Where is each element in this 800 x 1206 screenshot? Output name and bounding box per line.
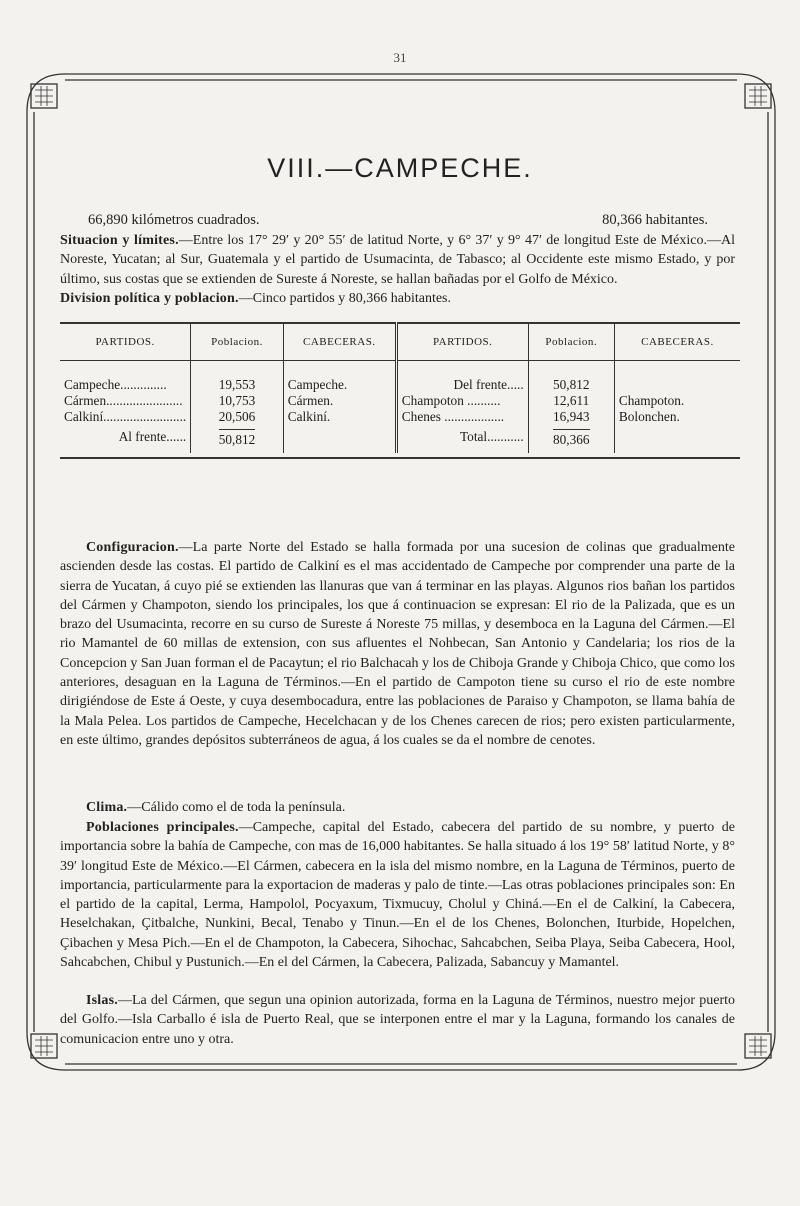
- islas-heading: Islas.: [86, 993, 118, 1008]
- situacion-text: —Entre los 17° 29′ y 20° 55′ de latitud Norte, y 6° 37′ y 9° 47′ de longitud Este de México.—Al Noreste, Yucatan; al Sur, Guatemala y el partido de Usumacinta, de Tabasco; al Occidente este mismo Estado, y por último, sus costas que se extienden de Sureste á Noreste, se hallan bañadas por el Golfo de México.: [60, 233, 735, 287]
- configuracion-paragraph: [60, 538, 735, 750]
- poblacion-cell: 19,553: [191, 377, 284, 393]
- total-right-label: Total...........: [396, 425, 528, 453]
- header-partidos: PARTIDOS.: [60, 323, 191, 361]
- header-poblacion: Poblacion.: [191, 323, 284, 361]
- division-text: —Cinco partidos y 80,366 habitantes.: [238, 291, 452, 306]
- partido-cell: Champoton ..........: [396, 393, 528, 409]
- table-row: [60, 409, 740, 425]
- poblaciones-text: —Campeche, capital del Estado, cabecera del partido de su nombre, y puerto de importancia sobre la bahía de Campeche, con mas de 16,000 habitantes. Se halla situado á los 19° 58′ latitud Norte, y 8° 39′ longitud Este de México.—El Cármen, cabecera en la isla del mismo nombre, en la Laguna de Términos, puerto de importancia, particularmente para la exportacion de maderas y palo de tinte.—Las otras poblaciones principales son: En el partido de la capital, Lerma, Hampolol, Pocyaxum, Tixmucuy, Cholul y Chiná.—En el de Calkiní, la Cabecera, Heselchakan, Çitbalche, Nunkini, Becal, Tenabo y Tinun.—En el de los Chenes, Bolonchen, Iturbide, Hopelchen, Çibachen y Mesa Pich.—En el de Champoton, la Cabecera, Sihochac, Sahcabchen, Seiba Playa, Seiba Cabecera, Hool, Sahcabchen, Chibul y Pustunich.—En el del Cármen, la Cabecera, Palizada, Sabancuy y Mamantel.: [60, 820, 735, 971]
- population-text: 80,366 habitantes.: [602, 212, 708, 228]
- table-row: [60, 377, 740, 393]
- cabecera-cell: Cármen.: [283, 393, 396, 409]
- header-partidos: PARTIDOS.: [396, 323, 528, 361]
- total-left-value: 50,812: [219, 429, 256, 448]
- situacion-heading: Situacion y límites.: [60, 233, 179, 248]
- cabecera-cell: Calkiní.: [283, 409, 396, 425]
- header-poblacion: Poblacion.: [528, 323, 614, 361]
- cabecera-cell: [614, 377, 740, 393]
- total-left-label: Al frente......: [118, 429, 187, 444]
- poblacion-cell: 50,812: [528, 377, 614, 393]
- header-cabeceras: CABECERAS.: [283, 323, 396, 361]
- partido-cell: Cármen.......................: [64, 393, 183, 408]
- configuracion-heading: Configuracion.: [86, 540, 179, 555]
- partido-cell: Del frente.....: [396, 377, 528, 393]
- islas-paragraph: [60, 991, 735, 1049]
- poblacion-cell: 16,943: [528, 409, 614, 425]
- cabecera-cell: Bolonchen.: [614, 409, 740, 425]
- header-cabeceras: CABECERAS.: [614, 323, 740, 361]
- partido-cell: Chenes ..................: [396, 409, 528, 425]
- total-right-value: 80,366: [553, 429, 590, 448]
- partido-cell: Campeche..............: [64, 377, 167, 392]
- poblacion-cell: 10,753: [191, 393, 284, 409]
- poblaciones-paragraph: [60, 818, 735, 972]
- situacion-paragraph: [60, 231, 735, 289]
- summary-line: [88, 212, 708, 229]
- clima-paragraph: [60, 798, 735, 817]
- islas-text: —La del Cármen, que segun una opinion autorizada, forma en la Laguna de Términos, nuestro mejor puerto del Golfo.—Isla Carballo é isla de Puerto Real, que se interponen entre el mar y la Laguna, formando los canales de comunicacion entre uno y otra.: [60, 993, 735, 1047]
- table-header-row: [60, 323, 740, 361]
- division-paragraph: [60, 289, 735, 308]
- cabecera-cell: Champoton.: [614, 393, 740, 409]
- configuracion-text: —La parte Norte del Estado se halla formada por una sucesion de colinas que gradualmente ascienden desde las costas. El partido de Calkiní es el mas accidentado de Campeche por comprender una parte de la sierra de Yucatan, á cuyo pié se extienden las llanuras que van á terminar en las playas. Algunos rios bañan los partidos del Cármen y Champoton, siendo los principales, los que á continuacion se expresan: El rio de la Palizada, que es un brazo del Usumacinta, recorre en su curso de Sureste á Noreste 75 millas, y desemboca en la Laguna del Cármen.—El rio Mamantel de 60 millas de extension, con sus afluentes el Nohbecan, San Antonio y Candelaria; los rios de la Concepcion y San Juan forman el de Pacaytun; el rio Balchacah y los de Chiboja Grande y Chiboja Chico, que como los anteriores, desaguan en la Laguna de Términos.—En el partido de Campoton tiene su curso el rio de este nombre dirigiéndose de Este á Oeste, y cuya desembocadura, entre las poblaciones de Paraiso y Champoton, se llama bahía de la Mala Pelea. Los partidos de Campeche, Hecelchacan y de los Chenes carecen de rios; pero existen particularmente, en este último, grandes depósitos subterráneos de agua, á los cuales se da el nombre de cenotes.: [60, 540, 735, 748]
- poblacion-cell: 20,506: [191, 409, 284, 425]
- page-number: 31: [393, 50, 407, 65]
- partido-cell: Calkiní.........................: [64, 409, 187, 424]
- cabecera-cell: Campeche.: [283, 377, 396, 393]
- area-text: 66,890 kilómetros cuadrados.: [88, 212, 260, 228]
- poblacion-cell: 12,611: [528, 393, 614, 409]
- table-total-row: [60, 425, 740, 453]
- clima-text: —Cálido como el de toda la península.: [127, 800, 346, 815]
- table-row: [60, 393, 740, 409]
- poblaciones-heading: Poblaciones principales.: [86, 820, 239, 835]
- section-title: VIII.—CAMPECHE.: [267, 153, 533, 183]
- division-heading: Division política y poblacion.: [60, 291, 239, 306]
- partidos-table: [60, 322, 740, 459]
- clima-heading: Clima.: [86, 800, 128, 815]
